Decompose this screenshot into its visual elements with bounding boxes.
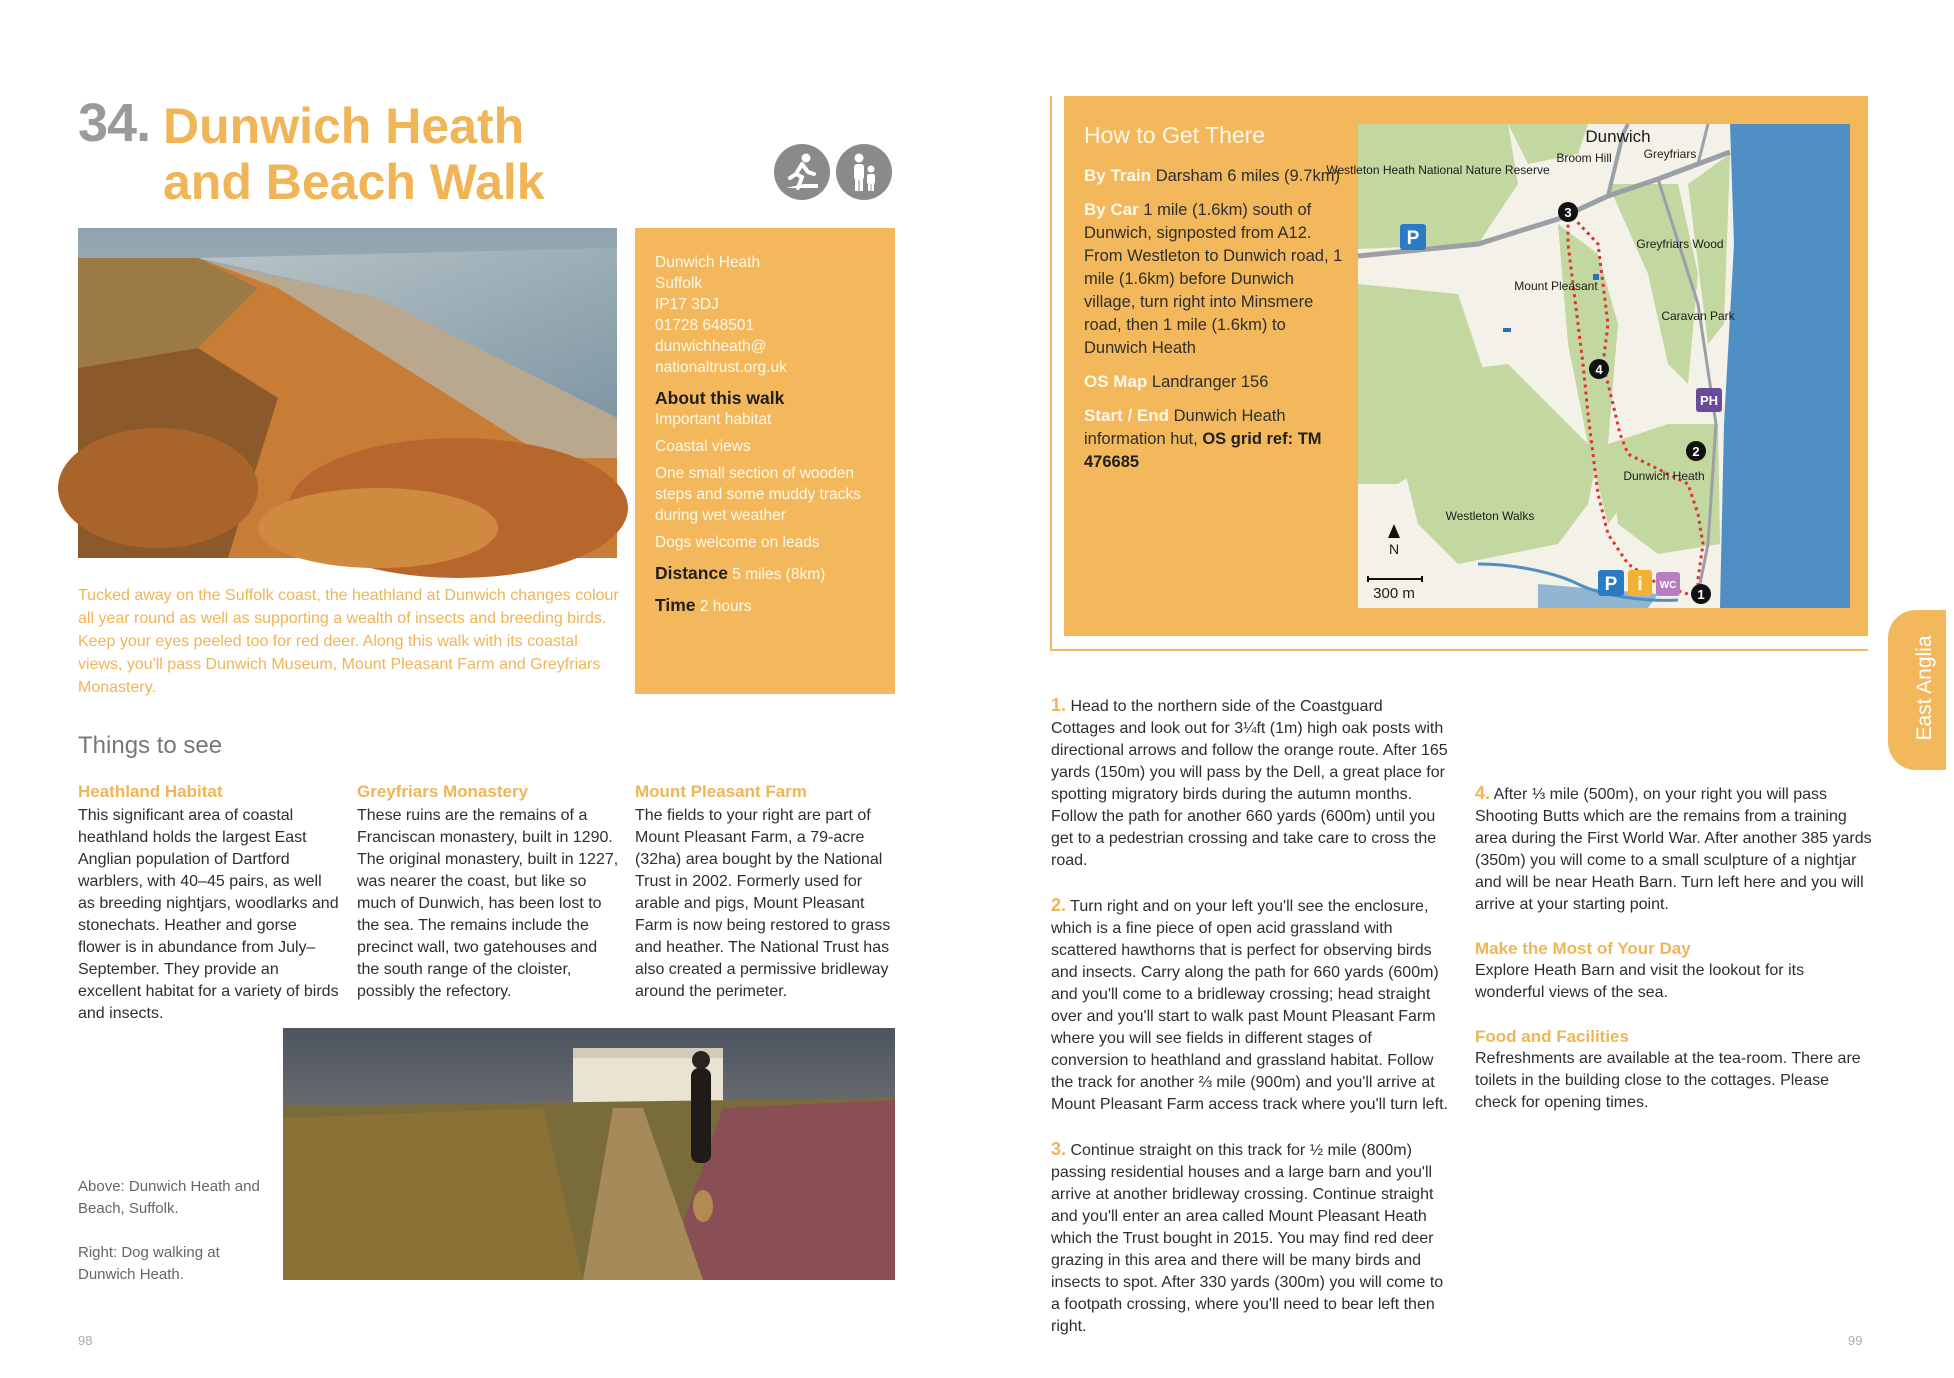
family-icon	[836, 144, 892, 200]
start-end-info	[1084, 404, 1346, 474]
step-number: 2.	[1051, 895, 1067, 915]
map-label-dunwich-heath: Dunwich Heath	[1623, 469, 1705, 483]
map-label-north: N	[1388, 541, 1400, 557]
svg-text:PH: PH	[1699, 393, 1719, 408]
time-value: 2 hours	[699, 598, 752, 615]
step	[1475, 782, 1875, 916]
os-map-info	[1084, 370, 1346, 394]
steps-column-right	[1475, 782, 1875, 1136]
svg-text:2: 2	[1692, 444, 1700, 459]
parking-icon	[1598, 570, 1624, 596]
region-tab	[1888, 610, 1946, 770]
things-item	[78, 781, 340, 1025]
car-info	[1084, 198, 1346, 360]
map-label-greyfriars-wood: Greyfriars Wood	[1636, 237, 1724, 251]
svg-text:P: P	[1406, 228, 1420, 249]
step	[1051, 1138, 1451, 1338]
about-item: Important habitat	[655, 411, 772, 428]
walking-icon	[774, 144, 830, 200]
caption-above: Above: Dunwich Heath and Beach, Suffolk.	[78, 1178, 260, 1217]
things-item	[357, 781, 619, 1003]
things-item-heading: Mount Pleasant Farm	[635, 782, 807, 801]
map-label-westleton-walks: Westleton Walks	[1445, 509, 1535, 523]
os-map-label: OS Map	[1084, 372, 1148, 391]
things-item-text: This significant area of coastal heathland holds the largest East Anglian population of Dartford warblers, with 40–45 pairs, as well as breeding nightjars, woodlarks and stonechats. Heather and gorse flower is in abundance from July–September. They provide an excellent habitat for a variety of birds and insects.	[78, 807, 339, 1022]
page-number-left: 98	[78, 1333, 93, 1348]
step	[1051, 894, 1451, 1116]
svg-text:4: 4	[1595, 362, 1603, 377]
caption-right: Right: Dog walking at Dunwich Heath.	[78, 1244, 220, 1283]
start-end-label: Start / End	[1084, 406, 1170, 425]
email-line: dunwichheath@	[655, 338, 767, 355]
food-text: Refreshments are available at the tea-room. There are toilets in the building close to the cottages. Please check for opening times.	[1475, 1050, 1861, 1111]
walk-number: 34.	[78, 93, 151, 153]
time-label: Time	[655, 595, 696, 615]
page-number-right: 99	[1848, 1333, 1863, 1348]
make-most-text: Explore Heath Barn and visit the lookout for its wonderful views of the sea.	[1475, 962, 1805, 1001]
phone-number: 01728 648501	[655, 317, 755, 334]
about-heading: About this walk	[655, 388, 785, 408]
photo-captions	[78, 1176, 268, 1308]
car-text: 1 mile (1.6km) south of Dunwich, signposted from A12. From Westleton to Dunwich road, 1 mile (1.6km) before Dunwich village, turn right into Minsmere road, then 1 mile (1.6km) to Dunwich Heath	[1084, 201, 1343, 357]
address-line: Dunwich Heath	[655, 254, 761, 271]
distance-row	[655, 563, 875, 585]
map-label-broom-hill-text: Broom Hill	[1556, 151, 1612, 165]
os-map-text: Landranger 156	[1151, 373, 1269, 391]
address-line: Suffolk	[655, 275, 703, 292]
things-item	[635, 781, 897, 1003]
svg-text:i: i	[1637, 574, 1643, 595]
map-label-caravan-park: Caravan Park	[1661, 309, 1735, 323]
about-item: Dogs welcome on leads	[655, 534, 820, 551]
route-point-1	[1691, 584, 1711, 604]
map-label-westleton-heath	[1326, 163, 1550, 177]
things-item-heading: Heathland Habitat	[78, 782, 223, 801]
how-to-get-there-heading: How to Get There	[1084, 122, 1266, 148]
car-label: By Car	[1084, 200, 1139, 219]
grid-ref-value: TM 476685	[1084, 430, 1322, 471]
route-point-4	[1589, 359, 1609, 379]
step-text: Continue straight on this track for ½ mile (800m) passing residential houses and a large barn and you'll arrive at another bridleway crossing. Continue straight and you'll enter an area called Mount Pleasant Heath which the Trust bought in 2015. You may find red deer grazing in this area and there will be many birds and insects to spot. After 330 yards (300m) you will come to a footpath crossing, where you'll need to bear left then right.	[1051, 1142, 1444, 1335]
svg-text:3: 3	[1564, 205, 1572, 220]
map-label-mount-pleasant: Mount Pleasant	[1514, 279, 1598, 293]
time-row	[655, 595, 875, 617]
step-text: Turn right and on your left you'll see the enclosure, which is a fine piece of open acid grassland with scattered hawthorns that is perfect for observing birds and insects. Carry along the path for 660 yards (600m) and you'll come to a bridleway crossing; head straight over and you'll start to walk past Mount Pleasant Farm where you will see fields in different stages of conversion to heathland and grassland habitat. Follow the track for another ⅔ mile (900m) and you'll arrive at Mount Pleasant Farm access track where you'll turn left.	[1051, 898, 1448, 1113]
step-number: 3.	[1051, 1139, 1067, 1159]
pub-icon	[1696, 388, 1722, 412]
svg-text:P: P	[1604, 574, 1618, 595]
train-info	[1084, 164, 1346, 188]
coast-photo	[78, 228, 617, 558]
directions-text	[1084, 164, 1346, 484]
map-label-broom-hill	[1556, 151, 1611, 165]
step-text: After ⅓ mile (500m), on your right you will pass Shooting Butts which are the remains from a training area during the First World War. After another 385 yards (350m) you will come to a small sculpture of a nightjar and will be near Heath Barn. Turn left here and you will arrive at your starting point.	[1475, 786, 1872, 913]
info-icon	[1628, 570, 1652, 596]
svg-text:WC: WC	[1659, 580, 1677, 591]
route-map	[1326, 124, 1850, 608]
svg-text:1: 1	[1697, 587, 1705, 602]
walk-info-box	[635, 228, 895, 694]
step-text: Head to the northern side of the Coastguard Cottages and look out for 3¼ft (1m) high oak posts with directional arrows and follow the orange route. After 165 yards (150m) you will pass by the Dell, a great place for spotting migratory birds during the autumn months. Follow the path for another 660 yards (600m) until you get to a pedestrian crossing and take care to cross the road.	[1051, 698, 1448, 869]
food-heading: Food and Facilities	[1475, 1027, 1629, 1046]
start-end-text: Dunwich Heath information hut,	[1084, 407, 1286, 448]
address-line: IP17 3DJ	[655, 296, 719, 313]
distance-value: 5 miles (8km)	[732, 566, 826, 583]
route-point-2	[1686, 441, 1706, 461]
make-most-section	[1475, 938, 1875, 1004]
train-text: Darsham 6 miles (9.7km)	[1155, 167, 1340, 185]
email-line: nationaltrust.org.uk	[655, 359, 787, 376]
step-number: 4.	[1475, 783, 1491, 803]
route-point-3	[1558, 202, 1578, 222]
train-label: By Train	[1084, 166, 1152, 185]
make-most-heading: Make the Most of Your Day	[1475, 939, 1691, 958]
step-number: 1.	[1051, 695, 1067, 715]
things-item-text: These ruins are the remains of a Franciscan monastery, built in 1290. The original monastery, built in 1227, was nearer the coast, but like so much of Dunwich, has been lost to the sea. The remains include the precinct wall, two gatehouses and the south range of the cloister, possibly the refectory.	[357, 807, 619, 1000]
map-label-dunwich: Dunwich	[1585, 127, 1651, 146]
title-line-2: and Beach Walk	[163, 154, 545, 210]
region-tab-label: East Anglia	[1913, 635, 1936, 741]
things-to-see-heading: Things to see	[78, 732, 223, 759]
map-label-greyfriars: Greyfriars	[1643, 147, 1697, 161]
about-item: One small section of wooden steps and some muddy tracks during wet weather	[655, 465, 861, 524]
page-title	[163, 98, 683, 210]
dog-walking-photo	[283, 1028, 895, 1280]
things-item-heading: Greyfriars Monastery	[357, 782, 529, 801]
toilet-icon	[1656, 572, 1680, 596]
grid-ref-label: OS grid ref:	[1202, 430, 1294, 448]
map-label-westleton-heath-text: Westleton Heath National Nature Reserve	[1326, 163, 1550, 177]
title-line-1: Dunwich Heath	[163, 98, 525, 154]
food-section	[1475, 1026, 1875, 1114]
intro-paragraph: Tucked away on the Suffolk coast, the heathland at Dunwich changes colour all year round as well as supporting a wealth of insects and breeding birds. Keep your eyes peeled too for red deer. Along this walk with its coastal views, you'll pass Dunwich Museum, Mount Pleasant Farm and Greyfriars Monastery.	[78, 587, 619, 696]
things-item-text: The fields to your right are part of Mount Pleasant Farm, a 79-acre (32ha) area bought by the National Trust in 2002. Formerly used for arable and pigs, Mount Pleasant Farm is now being restored to grass and heather. The National Trust has also created a permissive bridleway around the perimeter.	[635, 807, 891, 1000]
step	[1051, 694, 1451, 872]
distance-label: Distance	[655, 563, 728, 583]
about-item: Coastal views	[655, 438, 751, 455]
steps-column-left	[1051, 694, 1451, 1360]
parking-icon	[1400, 224, 1426, 250]
map-label-scale: 300 m	[1373, 585, 1415, 602]
